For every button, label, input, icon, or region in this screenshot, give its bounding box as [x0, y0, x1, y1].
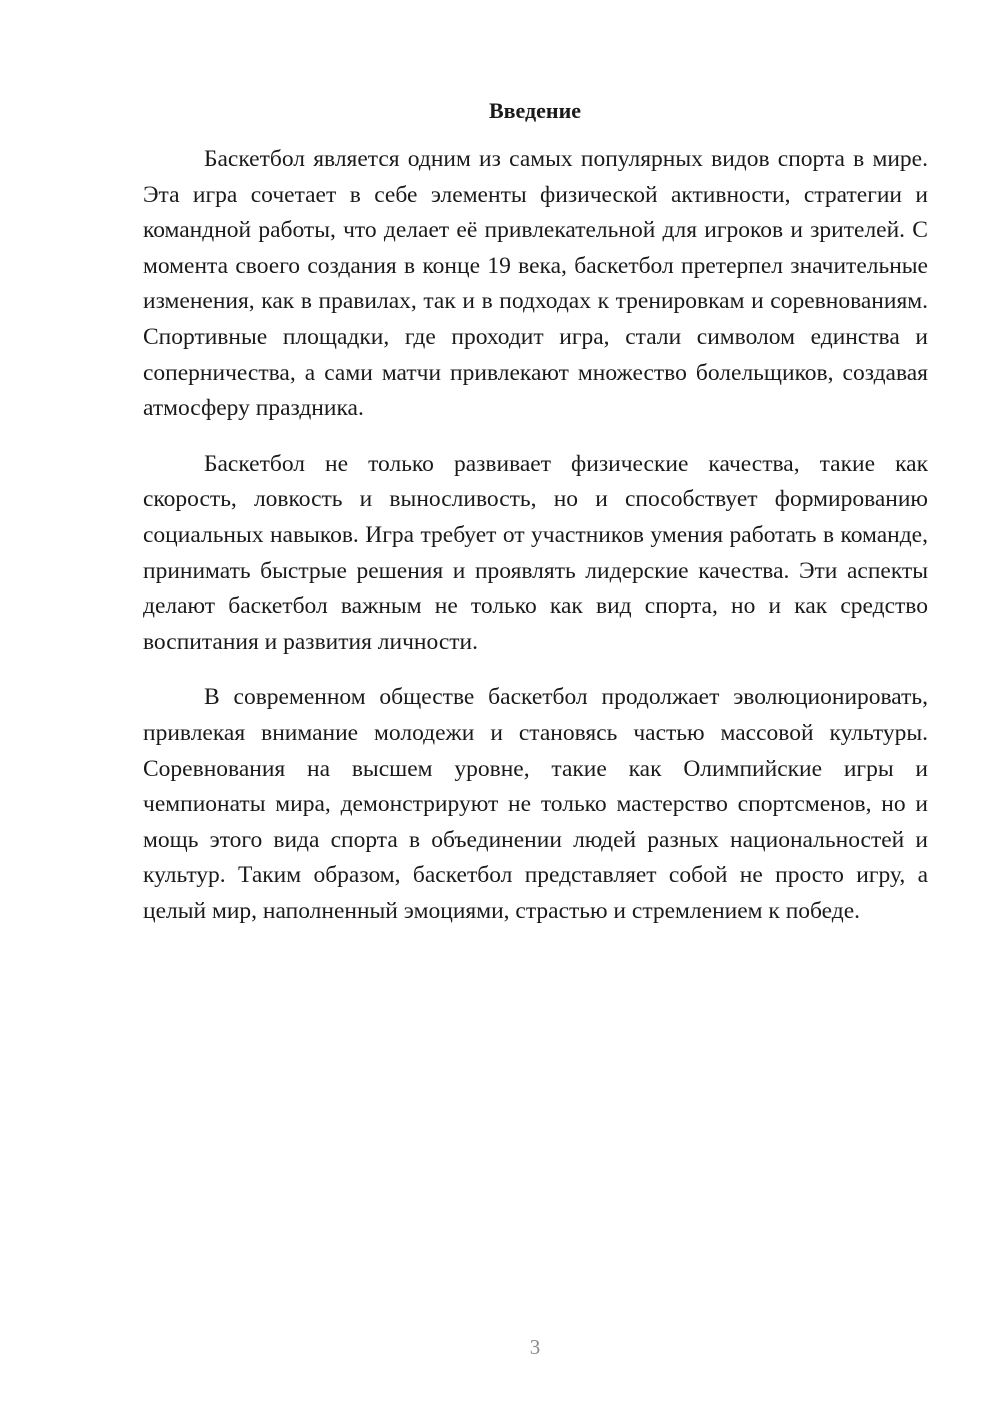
paragraph-3: В современном обществе баскетбол продолжает эволюционировать, привлекая внимание молодежи и становясь частью массовой культуры. Соревнования на высшем уровне, такие как Олимпийские игры и чемпионаты мира, демонстрируют не только мастерство спортсменов, но и мощь этого вида спорта в объединении людей разных национальностей и культур. Таким образом, баскетбол представляет собой не просто игру, а целый мир, наполненный эмоциями, страстью и стремлением к победе.: [143, 684, 928, 924]
paragraph-2: Баскетбол не только развивает физические качества, такие как скорость, ловкость и выносливость, но и способствует формированию социальных навыков. Игра требует от участников умения работать в команде, принимать быстрые решения и проявлять лидерские качества. Эти аспекты делают баскетбол важным не только как вид спорта, но и как средство воспитания и развития личности.: [143, 450, 928, 655]
body-text: [143, 142, 928, 949]
section-heading: Введение: [488, 98, 582, 123]
paragraph-1: Баскетбол является одним из самых популярных видов спорта в мире. Эта игра сочетает в себе элементы физической активности, стратегии и командной работы, что делает её привлекательной для игроков и зрителей. С момента своего создания в конце 19 века, баскетбол претерпел значительные изменения, как в правилах, так и в подходах к тренировкам и соревнованиям. Спортивные площадки, где проходит игра, стали символом единства и соперничества, а сами матчи привлекают множество болельщиков, создавая атмосферу праздника.: [143, 146, 928, 422]
page-number: 3: [529, 1335, 541, 1359]
